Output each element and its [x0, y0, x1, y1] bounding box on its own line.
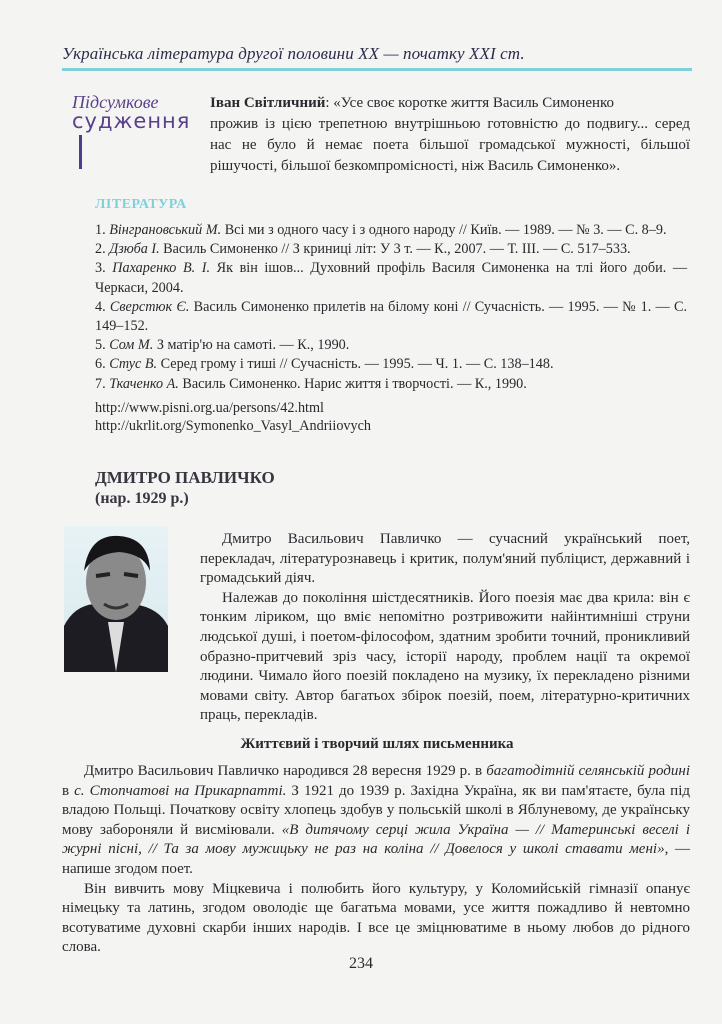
- quote-text: [90, 114, 690, 177]
- item-author: Дзюба І.: [109, 241, 160, 258]
- text: З 1921 до 1939 р. Західна Україна, як ви пам'ятаєте, була під владою Польщі. Початкову освіту хлопець здобув у польській школі в Яблуневому, де українську мову забороняли й висміювали.: [62, 782, 690, 838]
- body-paragraph: Він вивчить мову Міцкевича і полюбить його культуру, у Коломийській гімназії опанує німецьку та латинь, згодом оволодіє ще багатьма мовами, усе життя пожадливо й невтомно всотуватиме духовні скарби інших народів. І все це зміцнюватиме в ньому любов до рідного слова.: [62, 880, 690, 956]
- author-bio: [200, 530, 690, 726]
- page-number: 234: [349, 955, 373, 972]
- item-text: Василь Симоненко. Нарис життя і творчості. — К., 1990.: [178, 375, 527, 392]
- author-portrait: [64, 526, 168, 672]
- item-number: 3.: [95, 260, 106, 277]
- item-author: Пахаренко В. І.: [112, 260, 211, 277]
- item-text: З матір'ю на самоті. — К., 1990.: [153, 337, 350, 354]
- url-link[interactable]: http://www.pisni.org.ua/persons/42.html: [95, 400, 324, 416]
- text: багатодітній селянській родині: [486, 763, 691, 779]
- item-text: Василь Симоненко // З криниці літ: У 3 т. — К., 2007. — Т. III. — С. 517–533.: [159, 241, 631, 258]
- summary-label-line2: судження: [72, 109, 191, 133]
- running-header: Українська література другої половини XX — початку XXI ст.: [62, 44, 525, 63]
- text: с. Стопчатові на Прикарпатті.: [74, 782, 287, 799]
- text: Дмитро Васильович Павличко народився 28 вересня 1929 р. в: [84, 763, 487, 779]
- item-number: 7.: [95, 375, 106, 392]
- body-paragraph: [62, 762, 690, 880]
- url-link[interactable]: http://ukrlit.org/Symonenko_Vasyl_Andriiovych: [95, 418, 371, 434]
- portrait-image: [64, 526, 168, 672]
- literature-item: [95, 298, 687, 336]
- item-author: Сом М.: [109, 337, 154, 354]
- literature-urls: [95, 399, 371, 435]
- item-number: 5.: [95, 337, 106, 354]
- literature-item: [95, 259, 687, 297]
- item-text: Серед грому і тиші // Сучасність. — 1995. — Ч. 1. — С. 138–148.: [157, 356, 554, 373]
- item-text: Василь Симоненко прилетів на білому коні // Сучасність. — 1995. — № 1. — С. 149–152.: [95, 298, 687, 335]
- item-number: 6.: [95, 356, 106, 373]
- item-number: 4.: [95, 298, 106, 315]
- literature-item: [95, 355, 687, 374]
- poem-quote: «В дитячому серці жила Україна — // Материнські веселі і журні пісні, // Та за мову мужицьку не раз на коліна // Довелося у школі ставати мені»: [62, 821, 690, 858]
- quote-line1: : «Усе своє коротке життя Василь Симоненко: [325, 95, 615, 111]
- literature-item: [95, 221, 687, 240]
- section-heading: Життєвий і творчий шлях письменника: [240, 736, 514, 752]
- text: в: [62, 782, 75, 799]
- author-born: (нар. 1929 р.): [95, 490, 189, 507]
- bio-paragraph: Належав до покоління шістдесятників. Його поезія має два крила: він є тонким ліриком, що вміє непомітно розтривожити найінтимніші струни людської душі, і поетом-філософом, здатним зробити точний, проникливий образно-притчевий зріз часу, історії народу, проблем нації та окремої людини. Чимало його поезій покладено на музику, їх перекладено різними мовами світу. Автор багатьох збірок поезій, поем, літературно-критичних праць, перекладів.: [200, 589, 690, 724]
- item-text: Всі ми з одного часу і з одного народу // Київ. — 1989. — № 3. — С. 8–9.: [221, 222, 667, 238]
- text: , — напише згодом поет.: [62, 841, 690, 877]
- item-author: Вінграновський М.: [109, 222, 222, 238]
- item-number: 2.: [95, 241, 106, 258]
- author-name: ДМИТРО ПАВЛИЧКО: [95, 468, 275, 487]
- summary-bar: [79, 135, 82, 169]
- item-author: Сверстюк Є.: [109, 298, 190, 315]
- section-body: [62, 762, 690, 958]
- item-number: 1.: [95, 222, 106, 238]
- item-author: Стус В.: [109, 356, 158, 373]
- literature-item: [95, 375, 687, 394]
- item-author: Ткаченко А.: [109, 375, 179, 392]
- literature-heading: ЛІТЕРАТУРА: [95, 197, 187, 212]
- literature-list: [95, 221, 687, 394]
- bio-paragraph: Дмитро Васильович Павличко — сучасний український поет, перекладач, літературознавець і критик, полум'яний публіцист, державний і громадський діяч.: [200, 531, 690, 587]
- item-text: Як він ішов... Духовний профіль Василя Симоненка на тлі його доби. — Черкаси, 2004.: [95, 260, 688, 296]
- literature-item: [95, 240, 687, 259]
- summary-quote: [90, 93, 690, 177]
- literature-item: [95, 336, 687, 355]
- quote-rest: прожив із цією трепетною внутрішньою готовністю до подвигу... серед нас не було й немає поета більшої громадської мужності, більшої рішучості, більшої безкомпромісності, ніж Василь Симоненко».: [210, 116, 690, 174]
- summary-label-line1: Підсумкове: [72, 92, 159, 112]
- header-rule: [62, 68, 692, 71]
- quote-author: Іван Світличний: [210, 95, 326, 111]
